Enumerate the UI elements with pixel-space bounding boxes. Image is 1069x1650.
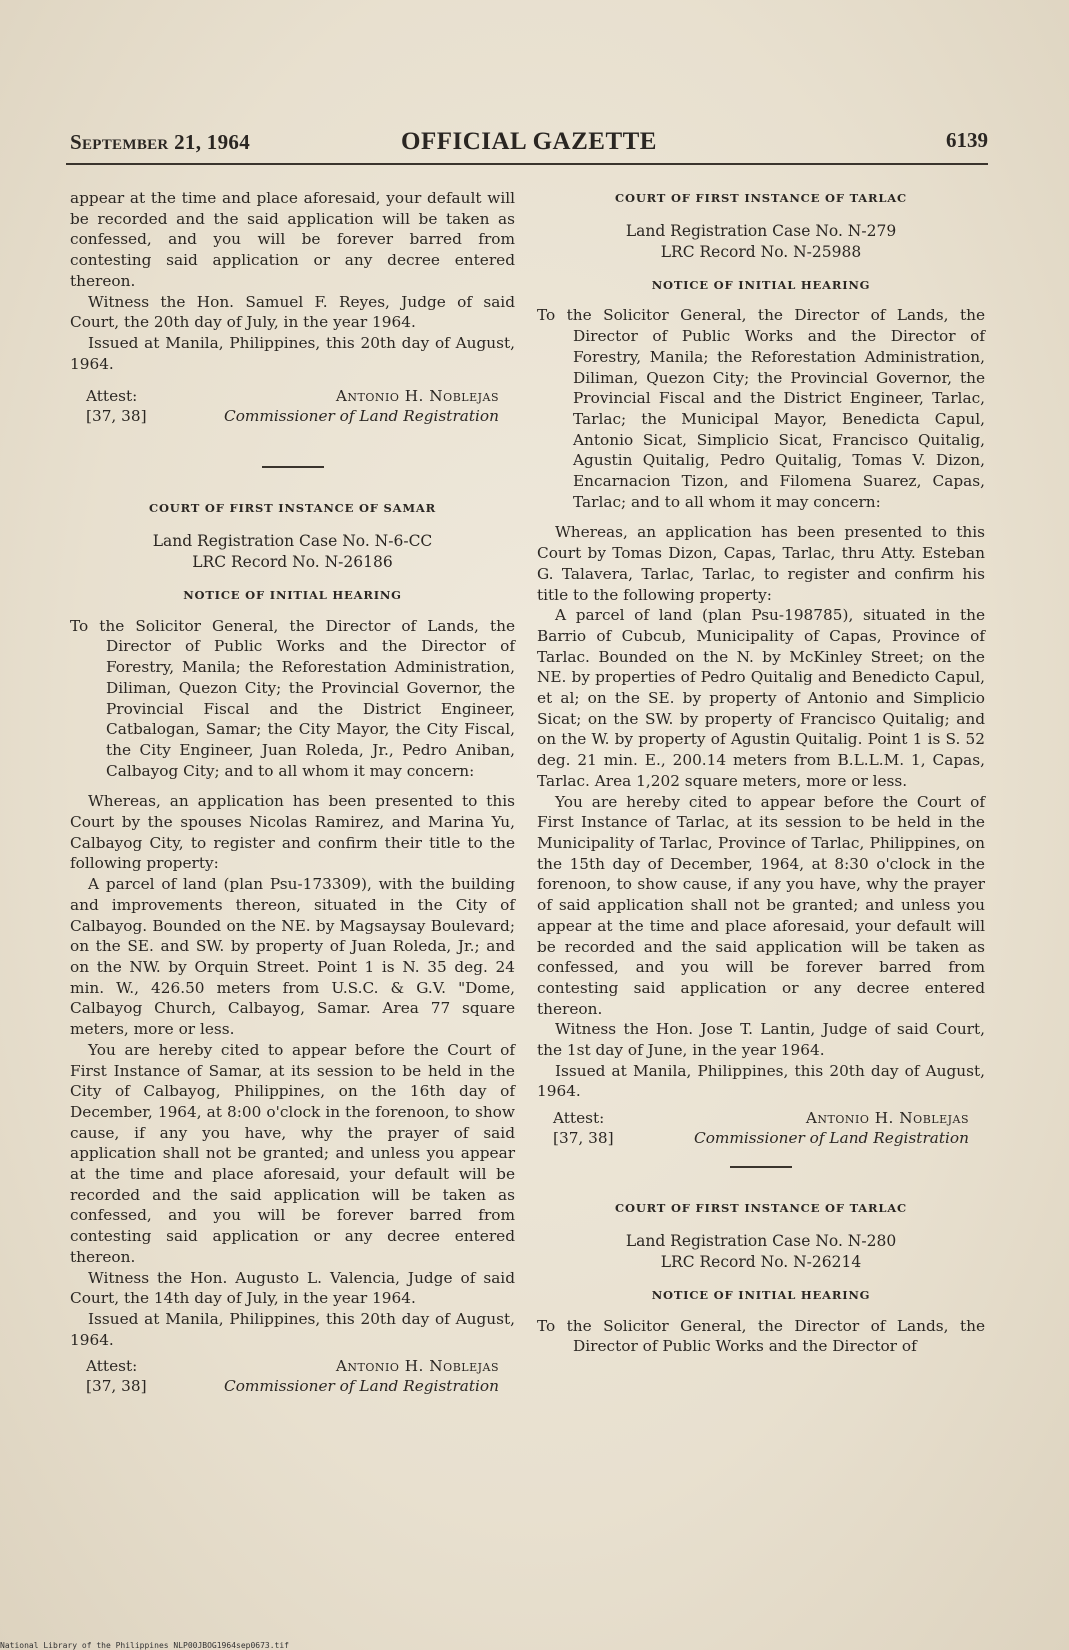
addressees: To the Solicitor General, the Director of Lands, the Director of Public Works and the Director of Forestry, Manila; the Reforestation Administration, Diliman, Quezon City; the Provincial Governor, the Provincial Fiscal and the District Engineer, Tarlac, Tarlac; the Municipal Mayor, Benedicta Capul, Antonio Sicat, Simplicio Sicat, Francisco Quitalig, Agustin Quitalig, Pedro Quitalig, Tomas V. Dizon, Encarnacion Tizon, and Filomena Suarez, Capas, Tarlac; and to all whom it may concern:	[537, 306, 985, 511]
attest-block	[537, 1108, 985, 1150]
attest-office: Commissioner of Land Registration	[223, 407, 499, 426]
right-column	[537, 188, 985, 1357]
scan-footer: National Library of the Philippines NLP00JBOG1964sep0673.tif	[0, 1641, 289, 1650]
court-heading: COURT OF FIRST INSTANCE OF TARLAC	[615, 1201, 907, 1216]
notice-heading: NOTICE OF INITIAL HEARING	[183, 588, 402, 603]
case-number: Land Registration Case No. N-279	[625, 221, 897, 240]
addressees: To the Solicitor General, the Director of Lands, the Director of Public Works and the Director of	[537, 1316, 985, 1356]
lrc-record: LRC Record No. N-25988	[660, 242, 862, 261]
witness-paragraph: Witness the Hon. Augusto L. Valencia, Judge of said Court, the 14th day of July, in the year 1964.	[70, 1268, 515, 1308]
continued-paragraph: appear at the time and place aforesaid, your default will be recorded and the said application will be taken as confessed, and you will be forever barred from contesting said application or any decree entered thereon.	[70, 189, 515, 290]
attest-ref: [37, 38]	[86, 407, 147, 426]
attest-block	[70, 386, 515, 428]
citation-paragraph: You are hereby cited to appear before the Court of First Instance of Samar, at its session to be held in the City of Calbayog, Philippines, on the 16th day of December, 1964, at 8:00 o'clock in the forenoon, to show cause, if any you have, why the prayer of said application shall not be granted; and unless you appear at the time and place aforesaid, your default will be recorded and the said application will be taken as confessed, and you will be forever barred from contesting said application or any decree entered thereon.	[70, 1040, 515, 1266]
attest-name: Antonio H. Noblejas	[335, 1357, 499, 1376]
case-number: Land Registration Case No. N-280	[625, 1231, 897, 1250]
attest-block	[70, 1356, 515, 1398]
section-divider	[730, 1166, 792, 1168]
application-paragraph: Whereas, an application has been presented to this Court by Tomas Dizon, Capas, Tarlac, thru Atty. Esteban G. Talavera, Tarlac, Tarlac, to register and confirm his title to the following property:	[537, 523, 985, 604]
attest-label: Attest:	[86, 1357, 138, 1376]
court-heading: COURT OF FIRST INSTANCE OF SAMAR	[149, 501, 436, 516]
attest-label: Attest:	[553, 1109, 605, 1128]
notice-heading: NOTICE OF INITIAL HEARING	[651, 277, 871, 292]
witness-paragraph: Witness the Hon. Samuel F. Reyes, Judge of said Court, the 20th day of July, in the year 1964.	[70, 292, 515, 332]
court-heading: COURT OF FIRST INSTANCE OF TARLAC	[615, 191, 907, 205]
property-paragraph: A parcel of land (plan Psu-198785), situated in the Barrio of Cubcub, Municipality of Capas, Province of Tarlac. Bounded on the N. by McKinley Street; on the NE. by properties of Pedro Quitalig and Benedicto Capul, et al; on the SE. by property of Antonio and Simplicio Sicat; on the SW. by property of Francisco Quitalig; and on the W. by property of Agustin Quitalig. Point 1 is S. 52 deg. 21 min. E., 200.14 meters from B.L.L.M. 1, Capas, Tarlac. Area 1,202 square meters, more or less.	[537, 606, 985, 790]
attest-office: Commissioner of Land Registration	[693, 1129, 969, 1148]
attest-label: Attest:	[86, 387, 138, 406]
header-date: September 21, 1964	[70, 130, 251, 154]
lrc-record: LRC Record No. N-26214	[660, 1252, 862, 1271]
application-paragraph: Whereas, an application has been presented to this Court by the spouses Nicolas Ramirez, and Marina Yu, Calbayog City, to register and confirm their title to the following property:	[70, 792, 515, 873]
section-divider	[262, 466, 324, 468]
page-header	[70, 128, 988, 162]
addressees: To the Solicitor General, the Director of Lands, the Director of Public Works and the Director of Forestry, Manila; the Reforestation Administration, Diliman, Quezon City; the Provincial Governor, the Provincial Fiscal and the District Engineer, Catbalogan, Samar; the City Mayor, the City Fiscal, the City Engineer, Juan Roleda, Jr., Pedro Aniban, Calbayog City; and to all whom it may concern:	[70, 616, 515, 780]
witness-paragraph: Witness the Hon. Jose T. Lantin, Judge of said Court, the 1st day of June, in the year 1964.	[537, 1020, 985, 1060]
header-title: OFFICIAL GAZETTE	[401, 128, 657, 155]
attest-ref: [37, 38]	[553, 1129, 614, 1148]
attest-ref: [37, 38]	[86, 1377, 147, 1396]
issued-paragraph: Issued at Manila, Philippines, this 20th day of August, 1964.	[70, 1309, 515, 1349]
lrc-record: LRC Record No. N-26186	[192, 553, 393, 572]
property-paragraph: A parcel of land (plan Psu-173309), with the building and improvements thereon, situated in the City of Calbayog. Bounded on the NE. by Magsaysay Boulevard; on the SE. and SW. by property of Juan Roleda, Jr.; and on the NW. by Orquin Street. Point 1 is N. 35 deg. 24 min. W., 426.50 meters from U.S.C. & G.V. "Dome, Calbayog Church, Calbayog, Samar. Area 77 square meters, more or less.	[70, 875, 515, 1039]
case-number: Land Registration Case No. N-6-CC	[152, 532, 433, 551]
notice-heading: NOTICE OF INITIAL HEARING	[651, 1287, 871, 1302]
header-rule	[66, 163, 988, 165]
header-page-number: 6139	[946, 128, 988, 152]
left-column	[70, 188, 515, 1398]
citation-paragraph: You are hereby cited to appear before the Court of First Instance of Tarlac, at its session to be held in the Municipality of Tarlac, Province of Tarlac, Philippines, on the 15th day of December, 1964, at 8:30 o'clock in the forenoon, to show cause, if any you have, why the prayer of said application shall not be granted; and unless you appear at the time and place aforesaid, your default will be recorded and the said application will be taken as confessed, and you will be forever barred from contesting said application or any decree entered thereon.	[537, 792, 985, 1018]
attest-name: Antonio H. Noblejas	[335, 387, 499, 406]
attest-name: Antonio H. Noblejas	[805, 1109, 969, 1128]
issued-paragraph: Issued at Manila, Philippines, this 20th day of August, 1964.	[537, 1061, 985, 1101]
attest-office: Commissioner of Land Registration	[223, 1377, 499, 1396]
issued-paragraph: Issued at Manila, Philippines, this 20th day of August, 1964.	[70, 333, 515, 373]
